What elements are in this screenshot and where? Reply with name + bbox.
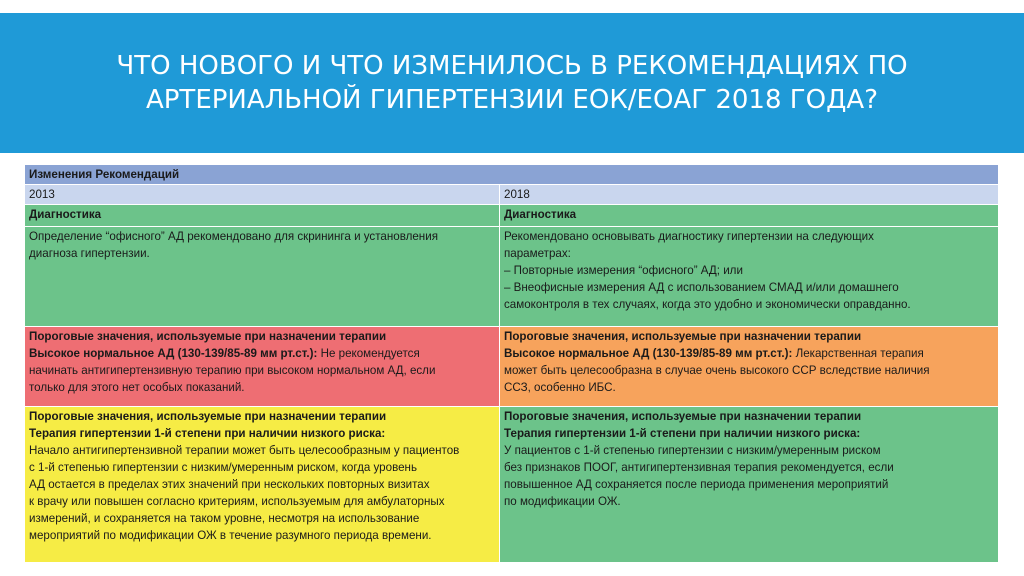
threshold-heading: Пороговые значения, используемые при назначении терапии: [29, 330, 387, 343]
diagnostics-row: [25, 227, 999, 327]
text-line: только для этого нет особых показаний.: [29, 381, 245, 394]
year-2013-header: 2013: [25, 185, 500, 205]
threshold-subheading: Терапия гипертензии 1-й степени при наличии низкого риска:: [504, 427, 861, 440]
threshold-high-normal-2018-cell: [500, 327, 999, 407]
threshold-grade1-2018-cell: [500, 407, 999, 563]
text-line: к врачу или повышен согласно критериям, используемым для амбулаторных: [29, 495, 445, 508]
page-title: [116, 49, 907, 117]
diagnostics-header-2013: Диагностика: [25, 205, 500, 227]
text-line: самоконтроля в тех случаях, когда это удобно и экономически оправданно.: [504, 298, 911, 311]
year-header-row: [25, 185, 999, 205]
text-line: Определение “офисного” АД рекомендовано для скрининга и установления: [29, 230, 438, 243]
threshold-subheading: Высокое нормальное АД (130-139/85-89 мм рт.ст.):: [504, 347, 793, 360]
title-line-1: ЧТО НОВОГО И ЧТО ИЗМЕНИЛОСЬ В РЕКОМЕНДАЦИЯХ ПО: [116, 51, 908, 81]
year-2018-header: 2018: [500, 185, 999, 205]
threshold-heading: Пороговые значения, используемые при назначении терапии: [29, 410, 387, 423]
text-line: начинать антигипертензивную терапию при высоком нормальном АД, если: [29, 364, 436, 377]
title-line-2: АРТЕРИАЛЬНОЙ ГИПЕРТЕНЗИИ ЕОК/ЕОАГ 2018 ГОДА?: [145, 85, 878, 115]
threshold-heading: Пороговые значения, используемые при назначении терапии: [504, 330, 862, 343]
threshold-grade1-2013-cell: [25, 407, 500, 563]
text-line: может быть целесообразна в случае очень высокого ССР вследствие наличия: [504, 364, 930, 377]
threshold-subheading: Высокое нормальное АД (130-139/85-89 мм рт.ст.):: [29, 347, 318, 360]
text-run: Лекарственная терапия: [792, 347, 924, 360]
text-line: мероприятий по модификации ОЖ в течение разумного периода времени.: [29, 529, 432, 542]
text-line: АД остается в пределах этих значений при нескольких повторных визитах: [29, 478, 430, 491]
diagnostics-header-2018: Диагностика: [500, 205, 999, 227]
text-run: Не рекомендуется: [317, 347, 420, 360]
text-line: повышенное АД сохраняется после периода применения мероприятий: [504, 478, 889, 491]
text-line: ССЗ, особенно ИБС.: [504, 381, 616, 394]
text-line: параметрах:: [504, 247, 571, 260]
text-line: с 1-й степенью гипертензии с низким/умеренным риском, когда уровень: [29, 461, 417, 474]
text-line: – Внеофисные измерения АД с использованием СМАД и/или домашнего: [504, 281, 899, 294]
recommendations-table: [24, 164, 999, 563]
text-line: Начало антигипертензивной терапии может быть целесообразным у пациентов: [29, 444, 460, 457]
text-line: измерений, и сохраняется на таком уровне, несмотря на использование: [29, 512, 420, 525]
text-line: по модификации ОЖ.: [504, 495, 621, 508]
threshold-high-normal-row: [25, 327, 999, 407]
text-line: без признаков ПООГ, антигипертензивная терапия рекомендуется, если: [504, 461, 894, 474]
threshold-high-normal-2013-cell: [25, 327, 500, 407]
table-caption-row: [25, 165, 999, 185]
title-banner: [0, 13, 1024, 153]
text-line: Рекомендовано основывать диагностику гипертензии на следующих: [504, 230, 874, 243]
diagnostics-header-row: [25, 205, 999, 227]
threshold-heading: Пороговые значения, используемые при назначении терапии: [504, 410, 862, 423]
threshold-subheading: Терапия гипертензии 1-й степени при наличии низкого риска:: [29, 427, 386, 440]
diagnostics-2013-cell: [25, 227, 500, 327]
text-line: У пациентов с 1-й степенью гипертензии с низким/умеренным риском: [504, 444, 881, 457]
diagnostics-2018-cell: [500, 227, 999, 327]
text-line: – Повторные измерения “офисного” АД; или: [504, 264, 743, 277]
text-line: диагноза гипертензии.: [29, 247, 150, 260]
threshold-grade1-row: [25, 407, 999, 563]
table-caption: Изменения Рекомендаций: [25, 165, 999, 185]
